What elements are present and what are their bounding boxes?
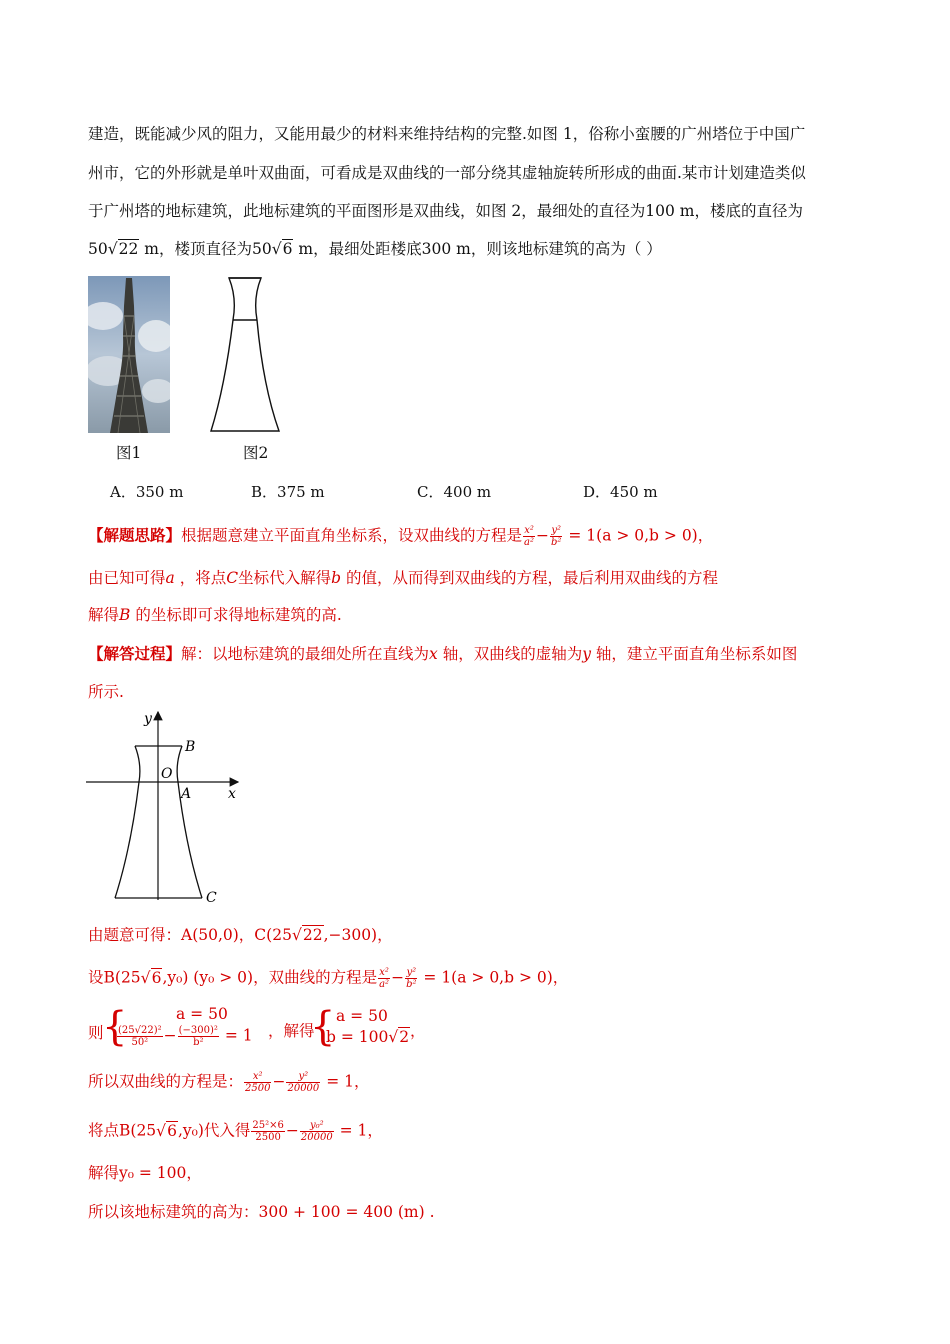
figure-2-caption: 图2 [243,444,269,462]
solution-line-7: 所以该地标建筑的高为：300 + 100 = 400 (m) . [88,1203,435,1221]
solution-line-4: 所以双曲线的方程是： $\frac{\text{x²}}{2500}$ − $\frac{\text{y²}}{20000}$ = 1， [88,1071,370,1094]
solution-line-2: 设B(25√6,y₀) (y₀ > 0)，双曲线的方程是 $\frac{\text{x²}}{\text{a²}}$ − $\frac{\text{y²}}{\text{b²}}$ = 1(a > 0,b > 0)， [88,967,569,990]
text: = 1(a > 0,b > 0)， [563,526,714,545]
choice-c[interactable]: C．400 m [417,483,492,501]
solution-line-3: 则 { a = 50 $\frac{\text{(25√22)²}}{\text{50²}}$ − $\frac{\text{(−300)²}}{\text{b²}}$ = 1 ，解得 { a = 50 b = 100√2 ， [88,1004,426,1050]
text: 50 [88,240,108,258]
solution-line-1: 由题意可得：A(50,0)，C(25√22,−300)， [88,926,393,944]
label-y: y [144,711,152,727]
process-tag: 【解答过程】 [88,644,182,663]
fraction: $\frac{\text{y²}}{\text{b²}}$ [551,525,562,548]
solution-line-5: 将点B(25√6,y₀)代入得 $\frac{\text{25²×6}}{2500}$ − $\frac{\text{y₀²}}{20000}$ = 1， [88,1120,383,1143]
choice-d[interactable]: D．450 m [583,483,658,501]
sqrt: √22 [107,240,139,258]
tower-outline-diagram [205,276,285,434]
label-b: B [185,739,196,755]
sqrt: √6 [271,240,293,258]
tower-photo [88,276,170,433]
fraction: $\frac{\text{x²}}{\text{a²}}$ [524,525,535,548]
solution-line-6: 解得y₀ = 100， [88,1164,202,1182]
problem-line-3: 于广州塔的地标建筑，此地标建筑的平面图形是双曲线，如图 2，最细处的直径为100 m，楼底的直径为 [88,202,804,220]
process-line-2: 所示. [88,683,124,701]
label-c: C [206,890,217,906]
choice-a[interactable]: A．350 m [110,483,184,501]
idea-line-3: 解得B 的坐标即可求得地标建筑的高. [88,606,342,624]
coordinate-diagram [86,708,246,908]
text: 根据题意建立平面直角坐标系，设双曲线的方程是 [181,526,523,545]
label-origin: O [161,766,173,782]
problem-line-1: 建造，既能减少风的阻力，又能用最少的材料来维持结构的完整.如图 1，俗称小蛮腰的广州塔位于中国广 [88,125,806,143]
text: m，楼顶直径为50 [139,240,272,258]
problem-line-2: 州市，它的外形就是单叶双曲面，可看成是双曲线的一部分绕其虚轴旋转所形成的曲面.某市计划建造类似 [88,164,806,182]
idea-tag: 【解题思路】 [88,525,182,545]
idea-line-2: 由已知可得a ，将点C坐标代入解得b 的值，从而得到双曲线的方程，最后利用双曲线的方程 [88,569,718,587]
label-x: x [228,786,236,802]
choice-b[interactable]: B．375 m [251,483,325,501]
process-line-1: 【解答过程】解：以地标建筑的最细处所在直线为x 轴，双曲线的虚轴为y 轴，建立平面直角坐标系如图 [88,644,798,663]
figure-1-caption: 图1 [116,444,142,462]
problem-line-4 [88,239,662,259]
label-a: A [181,786,192,802]
idea-line-1: 【解题思路】根据题意建立平面直角坐标系，设双曲线的方程是 $\frac{\text{x²}}{\text{a²}}$ − $\frac{\text{y²}}{\text{b²}}$ = 1(a > 0,b > 0)， [88,525,714,548]
text: m，最细处距楼底300 m，则该地标建筑的高为（ ） [293,240,662,258]
